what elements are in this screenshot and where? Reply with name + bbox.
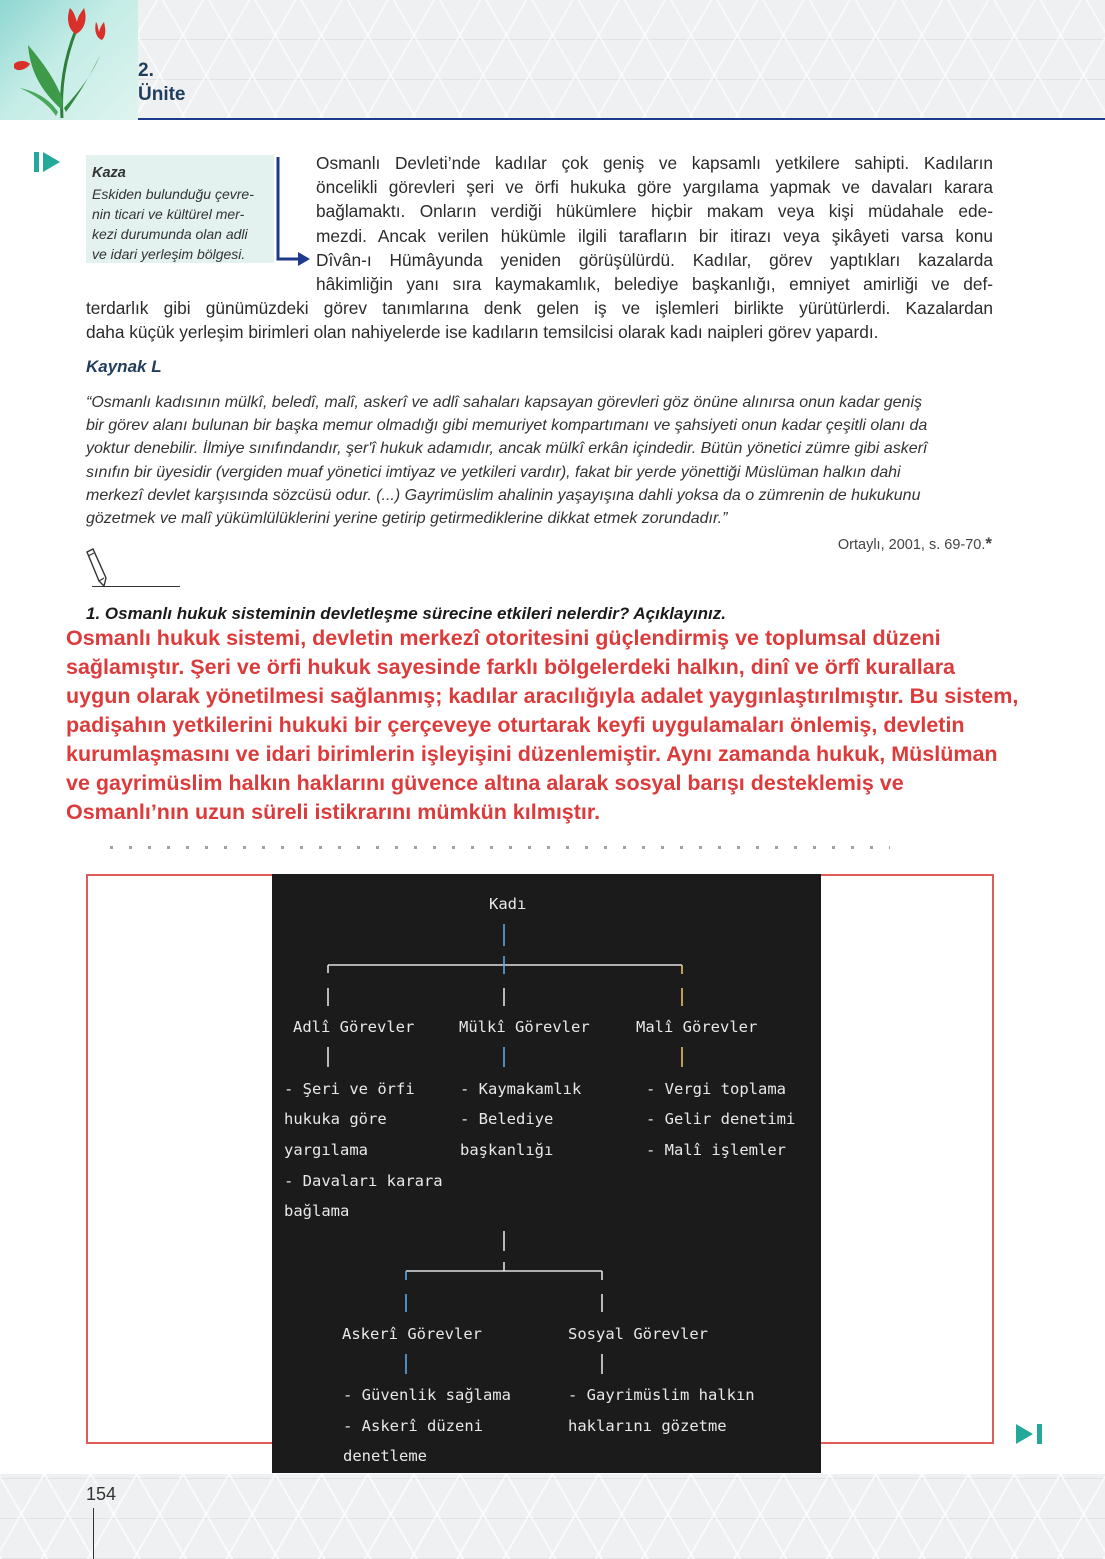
quote-line: bir görev alanı bulunan bir başka memur olmadığı gibi memuriyet kompartımanı ve şahsiyeti onun kadar çeşitli olanı da <box>86 417 928 435</box>
citation-text: Ortaylı, 2001, s. 69-70. <box>837 537 986 553</box>
diagram-svg <box>272 874 821 1473</box>
kaza-line: Eskiden bulunduğu çevre- <box>92 186 254 202</box>
mulki-item: başkanlığı <box>460 1141 554 1159</box>
bracket-arrow-icon <box>270 155 312 270</box>
question-text: Osmanlı hukuk sisteminin devletleşme sürecine etkileri nelerdir? Açıklayınız. <box>104 604 726 623</box>
paragraph-line: bağlamaktı. Onların verdiği hükümlere hiçbir makam veya kişi müdahale ede- <box>316 201 993 222</box>
quote-line: “Osmanlı kadısının mülkî, beledî, malî, askerî ve adlî sahaları kapsayan görevleri göz önüne alınırsa onun kadar geniş <box>86 394 922 411</box>
askeri-title: Askerî Görevler <box>342 1325 482 1343</box>
answer-line: ve gayrimüslim halkın haklarını güvence altına alarak sosyal barışı desteklemiş ve <box>66 771 904 795</box>
page-number-rule <box>93 1508 94 1559</box>
tulip-illustration <box>0 0 138 120</box>
adli-title: Adlî Görevler <box>293 1018 415 1036</box>
answer-line: Osmanlı’nın uzun süreli istikrarını mümkün kılmıştır. <box>66 800 601 824</box>
header-rule <box>138 118 1105 120</box>
adli-item: hukuka göre <box>284 1110 387 1128</box>
paragraph-line: terdarlık gibi günümüzdeki görev tanımlarına denk gelen iş ve işlemleri birlikte yürütürlerdi. Kazalardan <box>86 298 993 318</box>
mali-title: Malî Görevler <box>636 1018 758 1036</box>
mulki-title: Mülkî Görevler <box>459 1018 590 1036</box>
answer-line: uygun olarak yönetilmesi sağlanmış; kadılar aracılığıyla adalet yaygınlaştırılmıştır. Bu sistem, <box>66 684 1019 708</box>
mali-item: - Gelir denetimi <box>646 1110 796 1128</box>
sosyal-item: - Gayrimüslim halkın <box>568 1386 755 1404</box>
pencil-icon <box>84 548 110 588</box>
kaza-title: Kaza <box>92 165 126 181</box>
kaza-line: nin ticari ve kültürel mer- <box>92 206 245 222</box>
paragraph-line: Osmanlı Devleti’nde kadılar çok geniş ve kapsamlı yetkilere sahipti. Kadıların <box>316 153 993 173</box>
kaza-line: ve idari yerleşim bölgesi. <box>92 246 246 262</box>
paragraph-line: daha küçük yerleşim birimleri olan nahiyelerde ise kadıların temsilcisi olarak kadı naipleri görev yapardı. <box>86 322 879 343</box>
kaza-line: kezi durumunda olan adli <box>92 226 248 242</box>
adli-item: yargılama <box>284 1141 368 1159</box>
hierarchy-diagram <box>272 874 821 1473</box>
adli-item: - Şeri ve örfi <box>284 1080 415 1098</box>
section-end-icon <box>1014 1422 1044 1446</box>
answer-line: padişahın yetkilerini hukuki bir çerçeveye oturtarak keyfi uygulamaları önlemiş, devletin <box>66 713 965 737</box>
tulip-icon <box>0 0 138 120</box>
section-start-icon <box>34 150 64 174</box>
askeri-item: - Güvenlik sağlama <box>343 1386 511 1404</box>
quote-line: sınıfın bir üyesidir (vergiden muaf yönetici imtiyaz ve yetkileri vardır), fakat bir yerde yönettiği Müslüman halkın dahi <box>86 463 901 481</box>
quote-line: merkezî devlet karşısında sözcüsü odur. (...) Gayrimüslim ahalinin yaşayışına dahli yoksa da o zümrenin de hukukunu <box>86 486 921 504</box>
obscured-text-strip <box>110 842 890 852</box>
mali-item: - Vergi toplama <box>646 1080 786 1098</box>
citation <box>838 534 992 554</box>
answer-line <box>92 586 180 587</box>
paragraph-indented <box>316 151 993 296</box>
askeri-item: denetleme <box>343 1447 427 1465</box>
sosyal-title: Sosyal Görevler <box>568 1325 708 1343</box>
question-number: 1. <box>86 604 101 623</box>
question-1 <box>86 604 726 624</box>
source-title: Kaynak L <box>86 357 162 376</box>
mulki-item: - Kaymakamlık <box>460 1080 582 1098</box>
adli-item: bağlama <box>284 1202 350 1220</box>
unit-name: Ünite <box>138 84 186 105</box>
footer-pattern <box>0 1474 1105 1559</box>
adli-item: - Davaları karara <box>284 1172 443 1190</box>
unit-number: 2. <box>138 60 154 81</box>
askeri-item: - Askerî düzeni <box>343 1417 483 1435</box>
paragraph-full <box>86 296 993 344</box>
paragraph-line: hâkimliğin yanı sıra kaymakamlık, belediye başkanlığı, emniyet amirliği ve def- <box>316 274 993 295</box>
answer-line: sağlamıştır. Şeri ve örfi hukuk sayesinde farklı bölgelerdeki halkın, dinî ve örfî kurallara <box>66 655 956 679</box>
answer-text <box>66 624 1076 827</box>
mulki-item: - Belediye <box>460 1110 554 1128</box>
paragraph-line: öncelikli görevleri şeri ve örfi hukuka göre yargılama yapmak ve davaları karara <box>316 177 993 198</box>
paragraph-line: Dîvân-ı Hümâyunda yeniden görüşülürdü. Kadılar, görev yaptıkları kazalarda <box>316 249 993 270</box>
page-number: 154 <box>86 1484 117 1504</box>
source-quote <box>86 391 994 530</box>
kaza-definition-box <box>86 155 274 263</box>
paragraph-line: mezdi. Ancak verilen hükümle ilgili tarafların bir itirazı veya şikâyeti varsa konu <box>316 225 993 246</box>
quote-line: yoktur denebilir. İlmiye sınıfındandır, şerʹî hukuk adamıdır, ancak mülkî erkân içindedir. Bütün yönetici zümre gibi askerî <box>86 440 928 458</box>
quote-line: gözetmek ve malî yükümlülüklerini yerine getirip getirmediklerine dikkat etmek zorundadır.” <box>86 510 728 528</box>
answer-line: Osmanlı hukuk sistemi, devletin merkezî otoritesini güçlendirmiş ve toplumsal düzeni <box>66 626 941 650</box>
answer-line: kurumlaşmasını ve idari birimlerin işleyişini düzenlemiştir. Aynı zamanda hukuk, Müslüman <box>66 742 998 766</box>
diagram-root: Kadı <box>489 895 527 913</box>
citation-mark: * <box>985 534 992 553</box>
sosyal-item: haklarını gözetme <box>568 1417 727 1435</box>
mali-item: - Malî işlemler <box>646 1141 786 1159</box>
